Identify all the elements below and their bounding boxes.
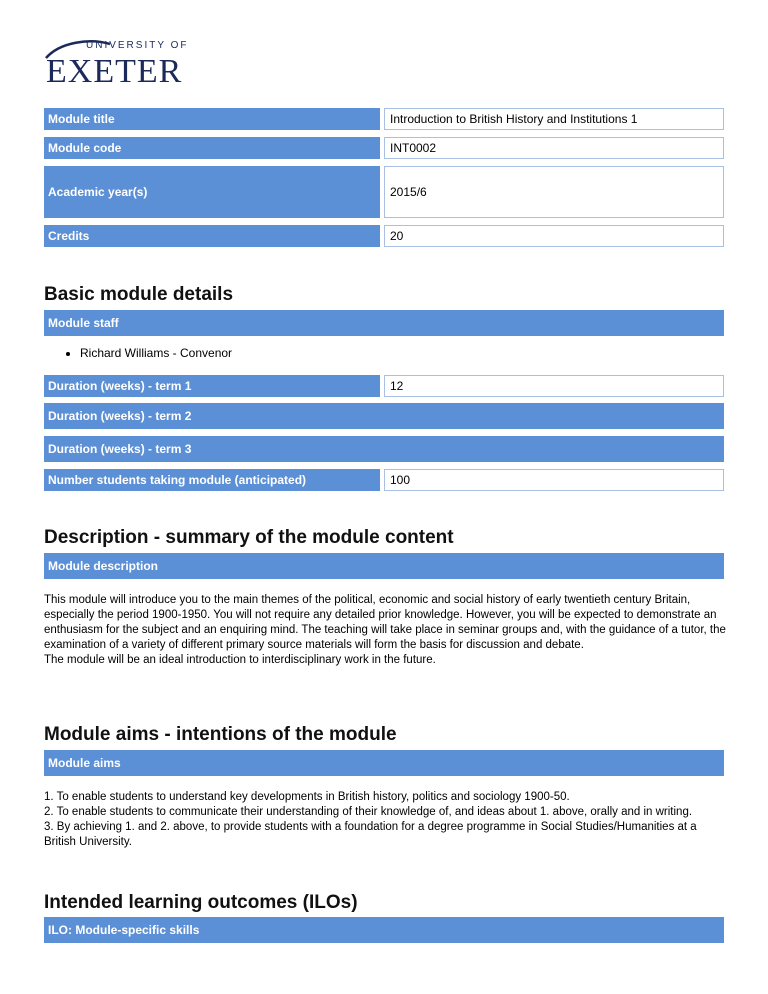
module-code-row: [44, 137, 724, 159]
term2-bar: Duration (weeks) - term 2: [44, 403, 724, 429]
students-label: Number students taking module (anticipated): [44, 469, 380, 491]
credits-label: Credits: [44, 225, 380, 247]
ilo-heading: Intended learning outcomes (ILOs): [44, 892, 358, 913]
students-value: 100: [384, 469, 724, 491]
academic-year-label: Academic year(s): [44, 166, 380, 218]
description-heading: Description - summary of the module content: [44, 527, 454, 548]
staff-item: • Richard Williams - Convenor: [80, 346, 232, 360]
description-paragraph: The module will be an ideal introduction to interdisciplinary work in the future.: [44, 654, 436, 666]
aims-line: 2. To enable students to communicate their understanding of their knowledge of, and ideas about 1. above, orally and in writing.: [44, 806, 693, 818]
staff-list: [60, 346, 232, 360]
aims-text: [44, 790, 728, 850]
academic-year-value: 2015/6: [384, 166, 724, 218]
module-description-bar: Module description: [44, 553, 724, 579]
ilo-specific-skills-bar: ILO: Module-specific skills: [44, 917, 724, 943]
term1-row: [44, 375, 724, 397]
students-row: [44, 469, 724, 491]
logo-main-text: EXETER: [46, 53, 183, 90]
logo-top-text: UNIVERSITY OF: [86, 40, 189, 51]
module-title-label: Module title: [44, 108, 380, 130]
module-code-label: Module code: [44, 137, 380, 159]
module-staff-bar: Module staff: [44, 310, 724, 336]
term3-bar: Duration (weeks) - term 3: [44, 436, 724, 462]
module-aims-bar: Module aims: [44, 750, 724, 776]
term1-value: 12: [384, 375, 724, 397]
logo-swoosh-icon: [40, 36, 200, 96]
description-paragraph: This module will introduce you to the main themes of the political, economic and social history of early twentieth century Britain, especially the period 1900-1950. You will not require any detailed prior knowledge. However, you will be expected to demonstrate an enthusiasm for the subject and an enquiring mind. The teaching will take place in seminar groups and, with the guidance of a tutor, the examination of a variety of different primary source materials will form the basis for discussion and debate.: [44, 594, 726, 651]
credits-value: 20: [384, 225, 724, 247]
university-logo: [40, 36, 200, 96]
aims-line: 1. To enable students to understand key developments in British history, politics and sociology 1900-50.: [44, 791, 570, 803]
basic-details-heading: Basic module details: [44, 284, 234, 305]
academic-year-row: [44, 166, 724, 218]
term1-label: Duration (weeks) - term 1: [44, 375, 380, 397]
aims-line: 3. By achieving 1. and 2. above, to provide students with a foundation for a degree programme in Social Studies/Humanities at a British University.: [44, 821, 697, 848]
description-text: [44, 593, 728, 668]
module-title-row: [44, 108, 724, 130]
credits-row: [44, 225, 724, 247]
aims-heading: Module aims - intentions of the module: [44, 724, 397, 745]
module-code-value: INT0002: [384, 137, 724, 159]
module-title-value: Introduction to British History and Institutions 1: [384, 108, 724, 130]
